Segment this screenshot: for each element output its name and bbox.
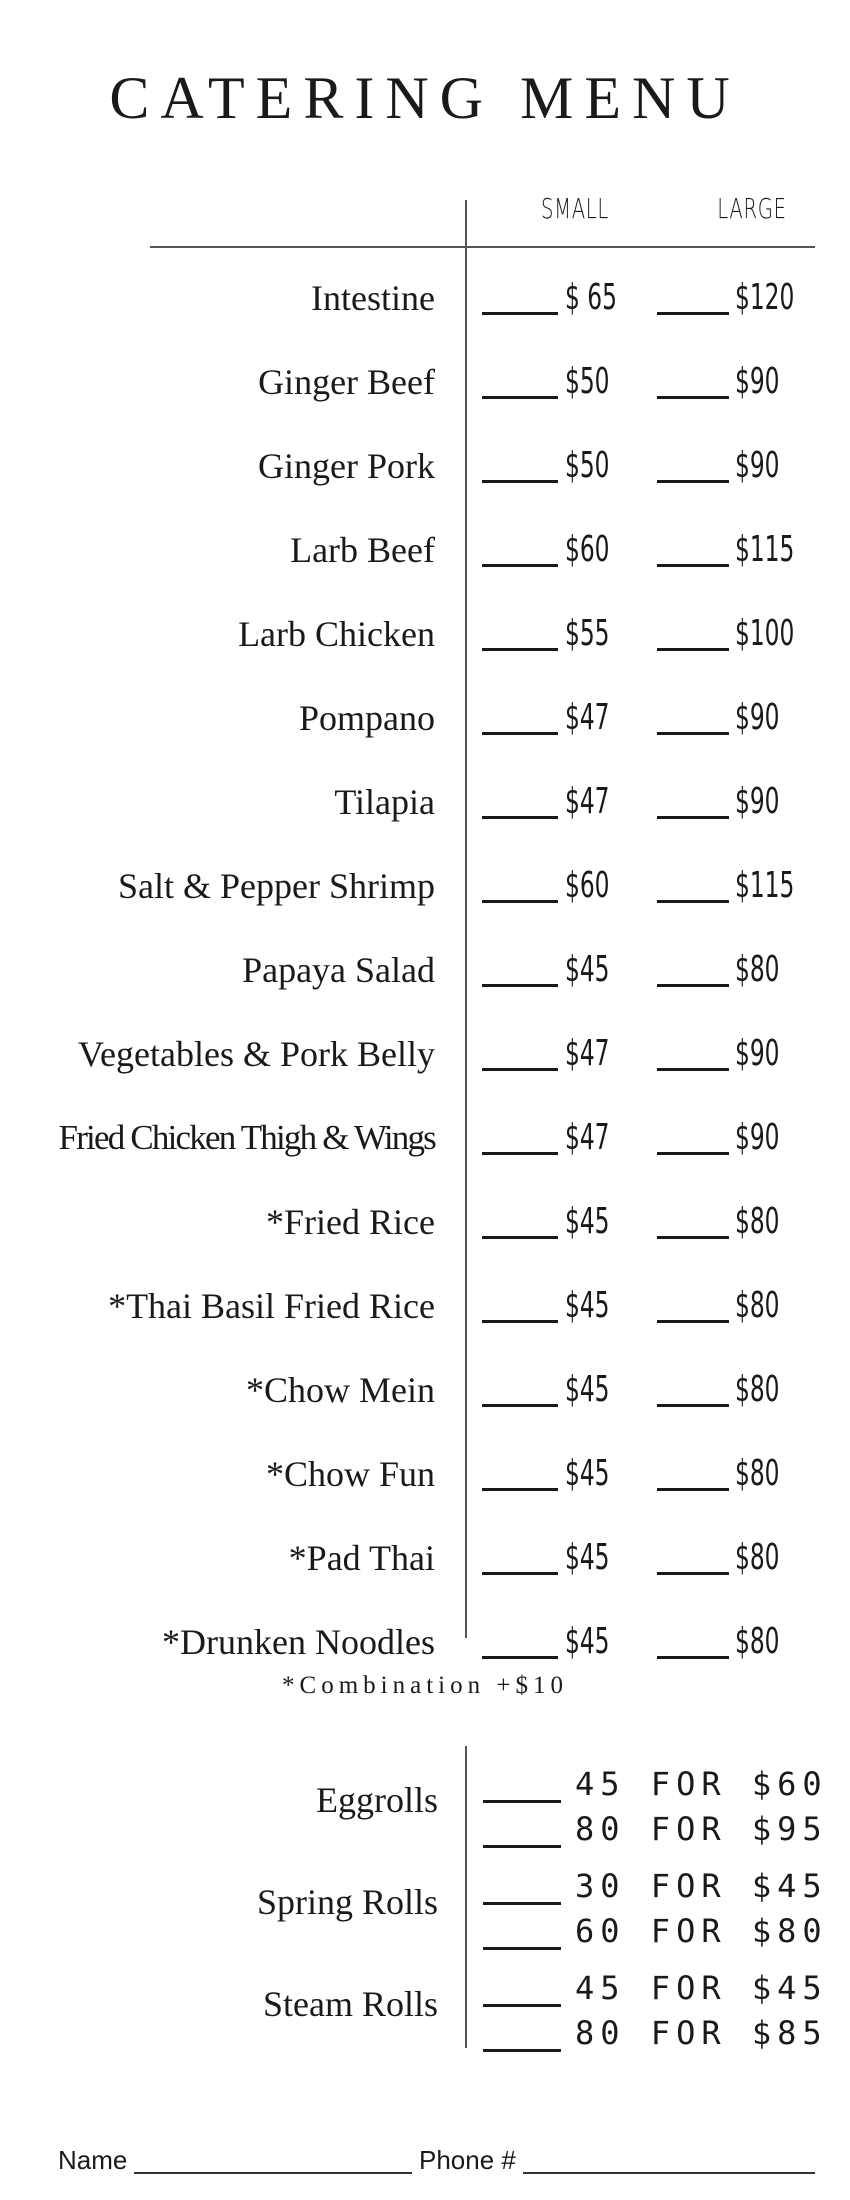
menu-item-name: Tilapia <box>334 782 435 822</box>
small-quantity-blank[interactable] <box>482 816 558 819</box>
large-price: $80 <box>735 1621 780 1662</box>
large-quantity-blank[interactable] <box>657 732 729 735</box>
menu-item-name: Pompano <box>298 698 435 738</box>
large-quantity-blank[interactable] <box>657 1404 729 1407</box>
large-price: $80 <box>735 949 780 990</box>
name-label: Name <box>58 2145 128 2175</box>
roll-option: 80 FOR $85 <box>575 2014 828 2052</box>
small-price: $50 <box>565 361 610 402</box>
roll-quantity-blank[interactable] <box>483 2049 561 2052</box>
roll-quantity-blank[interactable] <box>483 1800 561 1803</box>
large-quantity-blank[interactable] <box>657 312 729 315</box>
menu-item-name: Larb Beef <box>290 530 435 570</box>
menu-item-name: Ginger Beef <box>258 362 435 402</box>
menu-item-row <box>0 760 850 844</box>
large-price: $90 <box>735 1033 780 1074</box>
menu-item-row <box>0 928 850 1012</box>
small-price: $47 <box>565 1117 610 1158</box>
large-quantity-blank[interactable] <box>657 984 729 987</box>
large-price: $90 <box>735 361 780 402</box>
small-quantity-blank[interactable] <box>482 1404 558 1407</box>
small-price: $47 <box>565 1033 610 1074</box>
large-quantity-blank[interactable] <box>657 396 729 399</box>
small-price: $50 <box>565 445 610 486</box>
header-divider <box>150 246 815 248</box>
roll-option: 45 FOR $45 <box>575 1969 828 2007</box>
large-quantity-blank[interactable] <box>657 648 729 651</box>
large-price: $90 <box>735 1117 780 1158</box>
menu-item-row <box>0 1516 850 1600</box>
roll-quantity-blank[interactable] <box>483 1845 561 1848</box>
menu-item-row <box>0 1432 850 1516</box>
small-quantity-blank[interactable] <box>482 396 558 399</box>
small-quantity-blank[interactable] <box>482 480 558 483</box>
small-price: $ 65 <box>565 277 617 318</box>
small-quantity-blank[interactable] <box>482 1656 558 1659</box>
small-quantity-blank[interactable] <box>482 312 558 315</box>
small-price: $45 <box>565 1621 610 1662</box>
small-price: $60 <box>565 529 610 570</box>
small-quantity-blank[interactable] <box>482 732 558 735</box>
small-quantity-blank[interactable] <box>482 900 558 903</box>
small-quantity-blank[interactable] <box>482 1572 558 1575</box>
menu-item-row <box>0 844 850 928</box>
small-quantity-blank[interactable] <box>482 984 558 987</box>
small-price: $47 <box>565 781 610 822</box>
roll-option: 60 FOR $80 <box>575 1912 828 1950</box>
menu-item-name: Vegetables & Pork Belly <box>78 1034 435 1074</box>
menu-item-name: Salt & Pepper Shrimp <box>118 866 435 906</box>
small-price: $47 <box>565 697 610 738</box>
roll-option: 80 FOR $95 <box>575 1810 828 1848</box>
roll-option: 30 FOR $45 <box>575 1867 828 1905</box>
large-price: $115 <box>735 865 795 906</box>
menu-item-name: Papaya Salad <box>242 950 435 990</box>
large-price: $90 <box>735 781 780 822</box>
menu-item-name: *Drunken Noodles <box>162 1622 435 1662</box>
combination-footnote: *Combination +$10 <box>282 1672 568 1699</box>
large-quantity-blank[interactable] <box>657 1488 729 1491</box>
large-price: $80 <box>735 1453 780 1494</box>
phone-field[interactable] <box>523 2172 815 2174</box>
large-price: $80 <box>735 1285 780 1326</box>
large-quantity-blank[interactable] <box>657 1236 729 1239</box>
menu-item-row <box>0 256 850 340</box>
small-price: $45 <box>565 1369 610 1410</box>
menu-item-row <box>0 1348 850 1432</box>
small-quantity-blank[interactable] <box>482 1236 558 1239</box>
large-price: $80 <box>735 1369 780 1410</box>
large-quantity-blank[interactable] <box>657 1656 729 1659</box>
roll-quantity-blank[interactable] <box>483 2004 561 2007</box>
menu-item-row <box>0 1096 850 1180</box>
small-price: $60 <box>565 865 610 906</box>
page-title: CATERING MENU <box>109 65 741 131</box>
large-quantity-blank[interactable] <box>657 1068 729 1071</box>
menu-item-name: *Pad Thai <box>288 1538 435 1578</box>
large-quantity-blank[interactable] <box>657 1152 729 1155</box>
column-header-small: SMALL <box>540 192 610 225</box>
roll-option: 45 FOR $60 <box>575 1765 828 1803</box>
large-price: $115 <box>735 529 795 570</box>
small-quantity-blank[interactable] <box>482 564 558 567</box>
small-price: $45 <box>565 949 610 990</box>
large-price: $80 <box>735 1537 780 1578</box>
rolls-divider <box>465 1746 467 2048</box>
menu-item-row <box>0 424 850 508</box>
menu-item-name: Larb Chicken <box>238 614 435 654</box>
large-quantity-blank[interactable] <box>657 1572 729 1575</box>
large-quantity-blank[interactable] <box>657 1320 729 1323</box>
large-price: $90 <box>735 445 780 486</box>
small-quantity-blank[interactable] <box>482 1068 558 1071</box>
small-price: $45 <box>565 1201 610 1242</box>
small-price: $45 <box>565 1537 610 1578</box>
menu-item-row <box>0 508 850 592</box>
large-quantity-blank[interactable] <box>657 816 729 819</box>
small-price: $45 <box>565 1285 610 1326</box>
small-quantity-blank[interactable] <box>482 1320 558 1323</box>
column-header-large: LARGE <box>717 192 787 225</box>
menu-item-name: Ginger Pork <box>258 446 435 486</box>
name-field[interactable] <box>134 2172 412 2174</box>
menu-item-row <box>0 1180 850 1264</box>
small-price: $45 <box>565 1453 610 1494</box>
small-quantity-blank[interactable] <box>482 1488 558 1491</box>
menu-item-row <box>0 340 850 424</box>
roll-quantity-blank[interactable] <box>483 1947 561 1950</box>
phone-label: Phone # <box>419 2145 516 2175</box>
roll-quantity-blank[interactable] <box>483 1902 561 1905</box>
menu-item-row <box>0 676 850 760</box>
menu-item-name: *Fried Rice <box>266 1202 435 1242</box>
large-quantity-blank[interactable] <box>657 480 729 483</box>
roll-item-name: Steam Rolls <box>262 1984 438 2024</box>
large-price: $90 <box>735 697 780 738</box>
menu-item-row <box>0 1012 850 1096</box>
large-quantity-blank[interactable] <box>657 900 729 903</box>
small-quantity-blank[interactable] <box>482 648 558 651</box>
menu-item-row <box>0 1264 850 1348</box>
large-price: $100 <box>735 613 795 654</box>
large-quantity-blank[interactable] <box>657 564 729 567</box>
menu-item-name: Intestine <box>311 278 435 318</box>
roll-item-name: Spring Rolls <box>256 1882 438 1922</box>
menu-item-name: *Chow Mein <box>246 1370 435 1410</box>
menu-item-name: Fried Chicken Thigh & Wings <box>58 1118 435 1157</box>
large-price: $120 <box>735 277 795 318</box>
menu-item-name: *Chow Fun <box>265 1454 435 1494</box>
menu-item-row <box>0 592 850 676</box>
menu-item-name: *Thai Basil Fried Rice <box>108 1286 435 1326</box>
roll-item-name: Eggrolls <box>316 1780 438 1820</box>
large-price: $80 <box>735 1201 780 1242</box>
small-price: $55 <box>565 613 610 654</box>
small-quantity-blank[interactable] <box>482 1152 558 1155</box>
